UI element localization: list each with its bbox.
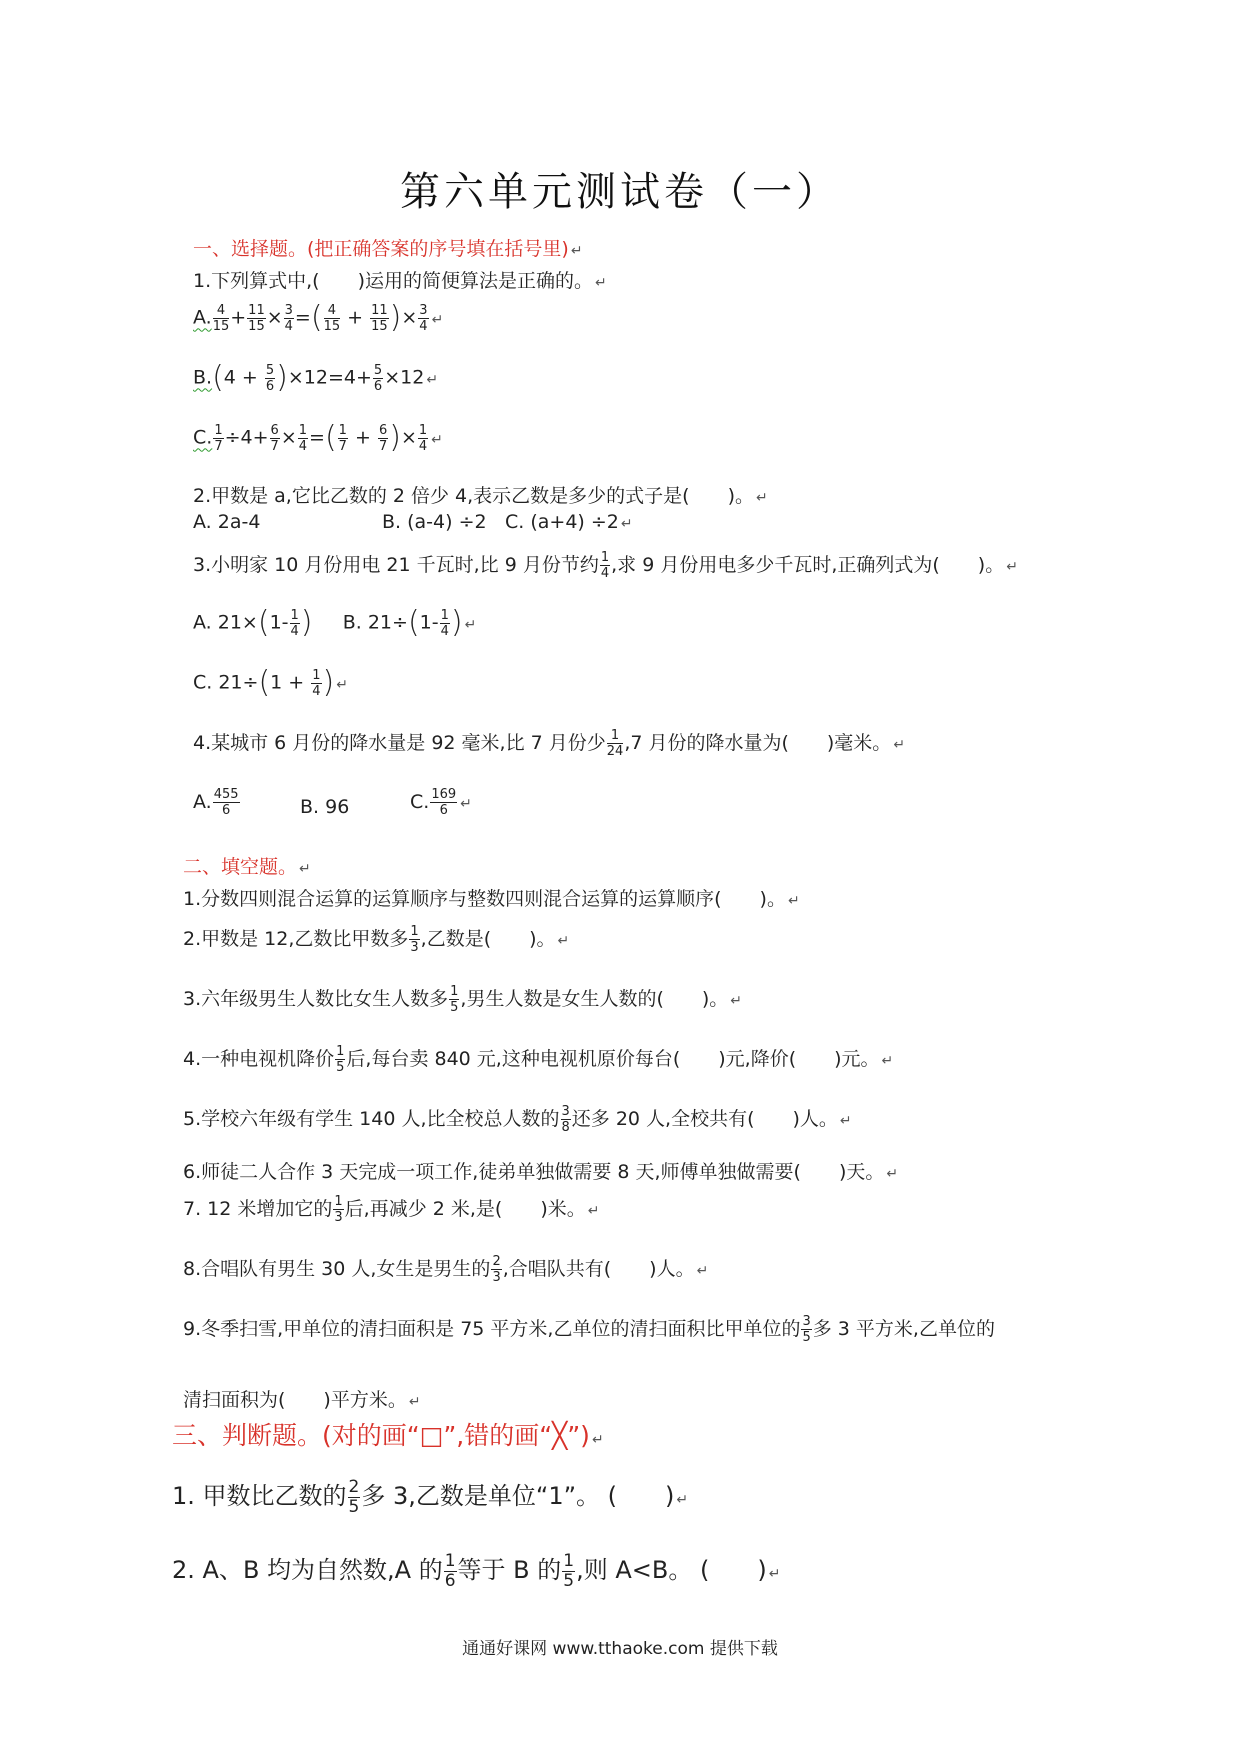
q2-8: 8.合唱队有男生 30 人,女生是男生的 $\frac{2}{3}$ ,合唱队共有( )人。 ↵ bbox=[183, 1254, 709, 1285]
q1-2-option-c: C. (a+4) ÷2 ↵ bbox=[505, 511, 633, 533]
q3-2: 2. A、B 均为自然数,A 的 $\frac{1}{6}$ 等于 B 的 $\frac{1}{5}$ ,则 A<B。 ( ) ↵ bbox=[172, 1550, 781, 1591]
q1-4-option-a: A. $\frac{455}{6}$ bbox=[193, 787, 239, 818]
q2-2: 2.甲数是 12,乙数比甲数多 $\frac{1}{3}$ ,乙数是( )。 ↵ bbox=[183, 924, 570, 955]
q1-3: 3.小明家 10 月份用电 21 千瓦时,比 9 月份节约 $\frac{1}{4}$ ,求 9 月份用电多少千瓦时,正确列式为( )。 ↵ bbox=[193, 550, 1018, 581]
q1-1-option-b: B.(4 + $\frac{5}{6}$ )×12=4+ $\frac{5}{6}$ ×12 ↵ bbox=[193, 360, 439, 395]
q1-1: 1.下列算式中,( )运用的简便算法是正确的。 ↵ bbox=[193, 270, 607, 292]
q1-4: 4.某城市 6 月份的降水量是 92 毫米,比 7 月份少 $\frac{1}{24}$ ,7 月份的降水量为( )毫米。 ↵ bbox=[193, 728, 906, 759]
q1-1-option-a: A. $\frac{4}{15}$ + $\frac{11}{15}$ × $\frac{3}{4}$ =( $\frac{4}{15}$ + $\frac{11}{15}$ )× $\frac{3}{4}$ ↵ bbox=[193, 300, 444, 335]
q2-7: 7. 12 米增加它的 $\frac{1}{3}$ 后,再减少 2 米,是( )米。 ↵ bbox=[183, 1194, 600, 1225]
q2-4: 4.一种电视机降价 $\frac{1}{5}$ 后,每台卖 840 元,这种电视机原价每台( )元,降价( )元。 ↵ bbox=[183, 1044, 894, 1075]
q2-9-line-2: 清扫面积为( )平方米。 ↵ bbox=[183, 1389, 421, 1411]
q1-2-option-b: B. (a-4) ÷2 bbox=[382, 511, 487, 533]
q3-1: 1. 甲数比乙数的 $\frac{2}{5}$ 多 3,乙数是单位“1”。 ( ) ↵ bbox=[172, 1476, 689, 1517]
q2-6: 6.师徒二人合作 3 天完成一项工作,徒弟单独做需要 8 天,师傅单独做需要( )天。 ↵ bbox=[183, 1161, 899, 1183]
q1-2-option-a: A. 2a-4 bbox=[193, 511, 261, 533]
q1-3-options-ab: A. 21×(1- $\frac{1}{4}$ ) B. 21÷(1- $\frac{1}{4}$ ) ↵ bbox=[193, 605, 477, 640]
section-2-heading: 二、填空题。 ↵ bbox=[183, 856, 311, 878]
q1-4-option-b: B. 96 bbox=[300, 796, 350, 818]
q1-4-option-c: C. $\frac{169}{6}$ ↵ bbox=[410, 787, 472, 818]
q1-2: 2.甲数是 a,它比乙数的 2 倍少 4,表示乙数是多少的式子是( )。 ↵ bbox=[193, 485, 768, 507]
q2-1: 1.分数四则混合运算的运算顺序与整数四则混合运算的运算顺序( )。 ↵ bbox=[183, 888, 800, 910]
footer-source: 通通好课网 www.tthaoke.com 提供下载 bbox=[462, 1639, 778, 1659]
section-3-heading: 三、判断题。(对的画“□”,错的画“╳”) ↵ bbox=[172, 1421, 604, 1450]
q2-9: 9.冬季扫雪,甲单位的清扫面积是 75 平方米,乙单位的清扫面积比甲单位的 $\frac{3}{5}$ 多 3 平方米,乙单位的 bbox=[183, 1314, 995, 1345]
section-1-heading: 一、选择题。(把正确答案的序号填在括号里) ↵ bbox=[193, 238, 583, 260]
q1-3-option-c: C. 21÷(1 + $\frac{1}{4}$ ) ↵ bbox=[193, 665, 348, 700]
q1-1-option-c: C. $\frac{1}{7}$ ÷4+ $\frac{6}{7}$ × $\frac{1}{4}$ =( $\frac{1}{7}$ + $\frac{6}{7}$ )× $\frac{1}{4}$ ↵ bbox=[193, 420, 443, 455]
q2-5: 5.学校六年级有学生 140 人,比全校总人数的 $\frac{3}{8}$ 还多 20 人,全校共有( )人。 ↵ bbox=[183, 1104, 852, 1135]
q2-3: 3.六年级男生人数比女生人数多 $\frac{1}{5}$ ,男生人数是女生人数的( )。 ↵ bbox=[183, 984, 743, 1015]
page-title: 第六单元测试卷（一） bbox=[400, 169, 840, 215]
